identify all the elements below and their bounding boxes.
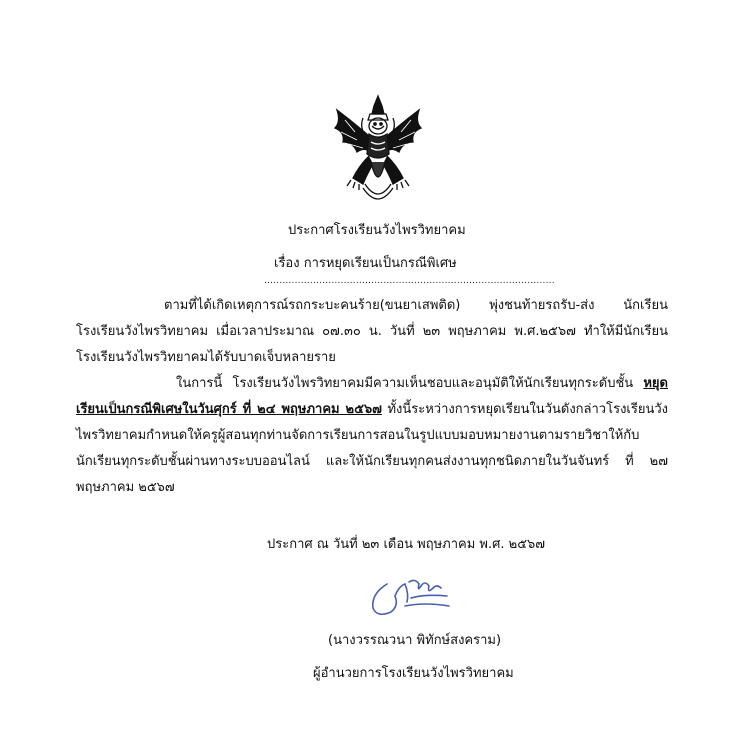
garuda-emblem-icon	[323, 92, 433, 212]
paragraph-closure-intro: ในการนี้ โรงเรียนวังไพรวิทยาคมมีความเห็นชอบและอนุมัติให้นักเรียนทุกระดับชั้น	[176, 376, 644, 391]
paragraph-closure	[76, 371, 668, 501]
separator-line: ...............................................................................................	[264, 276, 555, 286]
announcement-date: ประกาศ ณ วันที่ ๒๓ เดือน พฤษภาคม พ.ศ. ๒๕๖๗	[267, 537, 546, 552]
paragraph-closure-rest: ทั้งนี้ระหว่างการหยุดเรียนในวันดังกล่าวโรงเรียนวังไพรวิทยาคมกำหนดให้ครูผู้สอนทุกท่านจัดการเรียนการสอนในรูปแบบมอบหมายงานตามรายวิชาให้กับนักเรียนทุกระดับชั้นผ่านทางระบบออนไลน์ และให้นักเรียนทุกคนส่งงานทุกชนิดภายในวันจันทร์ ที่ ๒๗ พฤษภาคม ๒๕๖๗	[76, 402, 668, 495]
handwritten-signature-icon	[365, 572, 455, 622]
closure-date-emphasis: หยุดเรียนเป็นกรณีพิเศษในวันศุกร์ ที่ ๒๔ พฤษภาคม ๒๕๖๗	[76, 376, 668, 417]
signer-name: (นางวรรณวนา พิทักษ์สงคราม)	[328, 633, 502, 648]
announcement-subject: เรื่อง การหยุดเรียนเป็นกรณีพิเศษ	[274, 256, 457, 271]
paragraph-incident: ตามที่ได้เกิดเหตุการณ์รถกระบะคนร้าย(ขนยาเสพติด) พุ่งชนท้ายรถรับ-ส่ง นักเรียน โรงเรียนวังไพรวิทยาคม เมื่อเวลาประมาณ ๐๗.๓๐ น. วันที่ ๒๓ พฤษภาคม พ.ศ.๒๕๖๗ ทำให้มีนักเรียน โรงเรียนวังไพรวิทยาคมได้รับบาดเจ็บหลายราย	[76, 298, 668, 365]
signer-title: ผู้อำนวยการโรงเรียนวังไพรวิทยาคม	[313, 666, 514, 681]
announcement-title: ประกาศโรงเรียนวังไพรวิทยาคม	[288, 223, 466, 238]
